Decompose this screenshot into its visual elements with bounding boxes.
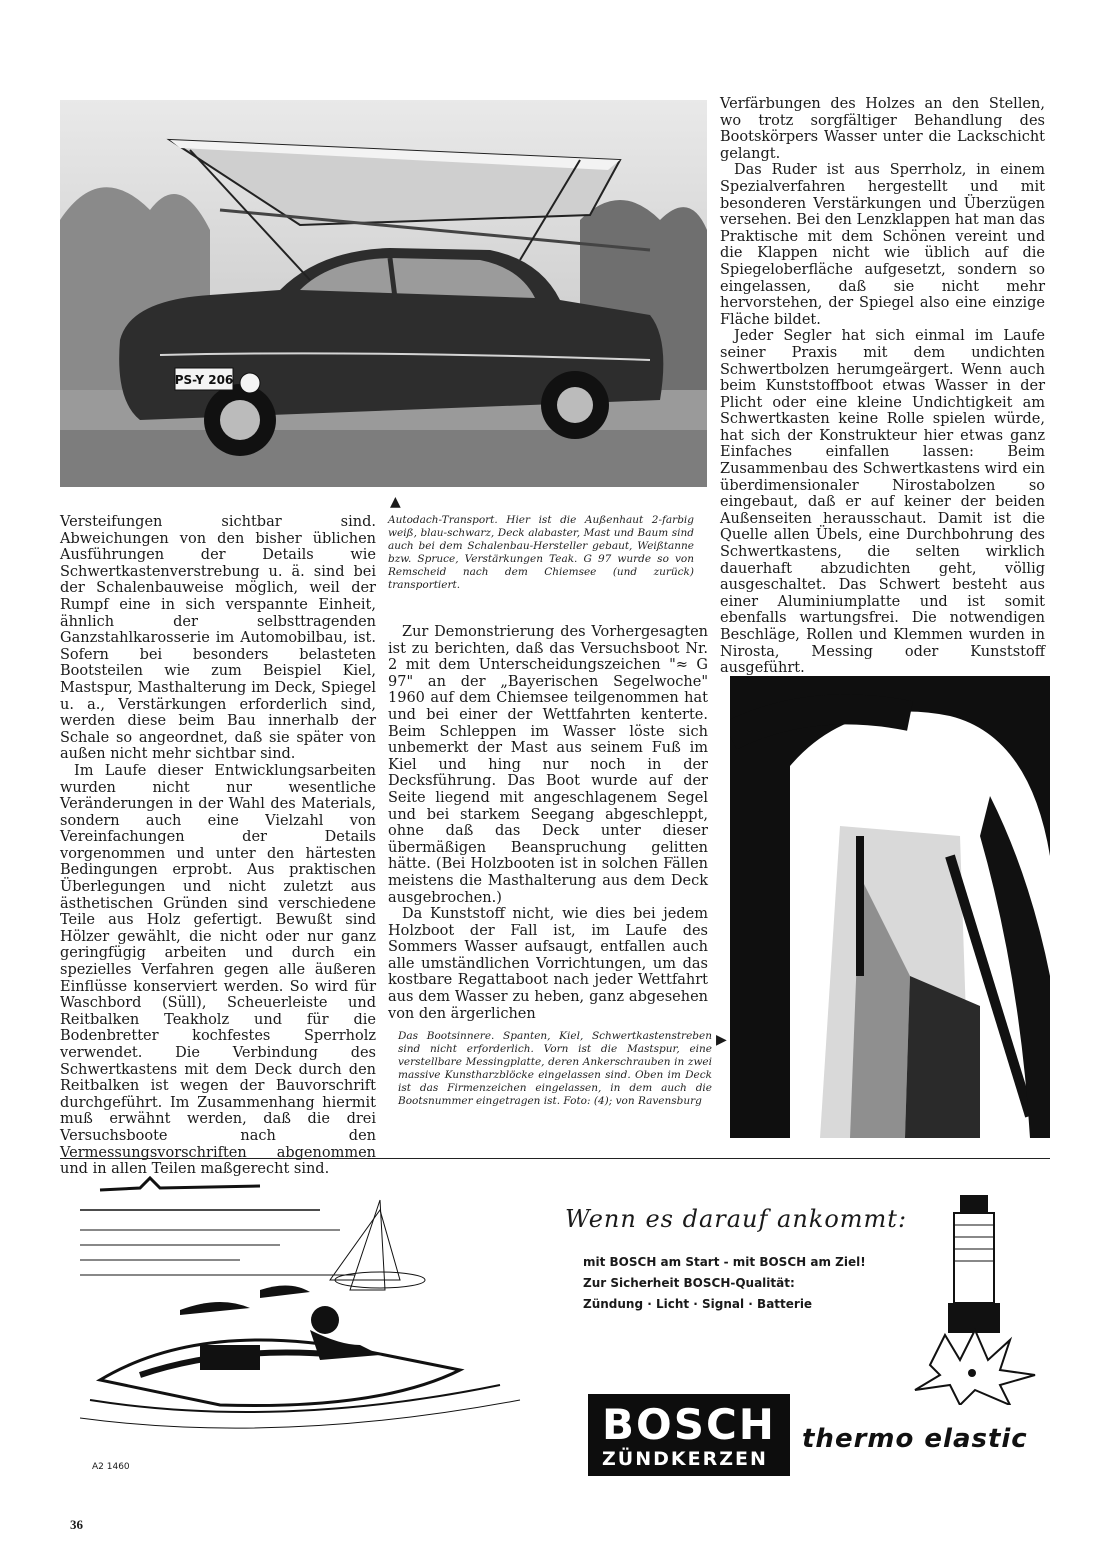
text-column-right <box>720 96 1045 677</box>
bosch-line-2: Zur Sicherheit BOSCH-Qualität: <box>583 1276 795 1290</box>
bosch-slogan: Wenn es darauf ankommt: <box>565 1205 908 1233</box>
car-boat-photo <box>60 100 707 487</box>
bosch-line-1: mit BOSCH am Start - mit BOSCH am Ziel! <box>583 1255 866 1269</box>
boat-interior-illustration <box>730 676 1050 1138</box>
text-column-left <box>60 514 376 1178</box>
spark-plug-illustration <box>850 1175 1050 1405</box>
license-plate-text: PS-Y 206 <box>174 373 234 387</box>
page-number: 36 <box>70 1517 83 1532</box>
bosch-logo: BOSCH <box>602 1400 776 1449</box>
photo-caption-top: Autodach-Transport. Hier ist die Außenhaut 2-farbig weiß, blau-schwarz, Deck alabaster, Mast und Baum sind auch bei dem Schalenbau-Hersteller gebaut, Weißtanne bzw. Spruce, Verstärkungen Teak. G 97 wurde so von Remscheid nach dem Chiemsee (und zurück) transportiert. <box>388 514 694 591</box>
text-column-middle <box>388 624 708 1022</box>
ad-divider-rule <box>60 1158 1050 1159</box>
bosch-line-3: Zündung · Licht · Signal · Batterie <box>583 1297 813 1311</box>
paragraph: Zur Demonstrierung des Vorhergesagten ist zu berichten, daß das Versuchsboot Nr. 2 mit dem Unterscheidungszeichen "≈ G 97" an der „Bayerischen Segelwoche" 1960 auf dem Chiemsee teilgenommen hat und bei einer der Wettfahrten kenterte. Beim Schleppen im Wasser löste sich unbemerkt der Mast aus seinem Fuß im Kiel und hing nur noch in der Decksführung. Das Boot wurde auf der Seite liegend mit angeschlagenem Segel und bei starkem Seegang abgeschleppt, ohne daß das Deck unter dieser übermäßigen Beanspruchung gelitten hätte. (Bei Holzbooten ist in solchen Fällen meistens die Masthalterung aus dem Deck ausgebrochen.) <box>388 624 708 906</box>
paragraph: Im Laufe dieser Entwicklungsarbeiten wurden nicht nur wesentliche Veränderungen in der Wahl des Materials, sondern auch eine Vielzahl von Vereinfachungen der Details vorgenommen und unter den härtesten Bedingungen erprobt. Aus praktischen Überlegungen und nicht zuletzt aus ästhetischen Gründen sind verschiedene Teile aus Holz gefertigt. Bewußt sind Hölzer gewählt, die nicht oder nur ganz geringfügig arbeiten und durch ein spezielles Verfahren gegen alle äußeren Einflüsse konserviert werden. So wird für Waschbord (Süll), Scheuerleiste und Reitbalken Teakholz und für die Bodenbretter kochfestes Sperrholz verwendet. Die Verbindung des Schwertkastens mit dem Deck durch den Reitbalken ist wegen der Bauvorschrift durchgeführt. Im Zusammenhang hiermit muß erwähnt werden, daß die drei Versuchsboote nach den Vermessungsvorschriften abgenommen und in allen Teilen maßgerecht sind. <box>60 762 376 1178</box>
paragraph: Da Kunststoff nicht, wie dies bei jedem Holzboot der Fall ist, im Laufe des Sommers Wasser aufsaugt, entfallen auch alle umständlichen Vorrichtungen, um das kostbare Regattaboot nach jeder Wettfahrt aus dem Wasser zu heben, ganz abgesehen von den ärgerlichen <box>388 906 708 1022</box>
paragraph: Jeder Segler hat sich einmal im Laufe seiner Praxis mit dem undichten Schwertbolzen herumgeärgert. Wenn auch beim Kunststoffboot etwas Wasser in der Plicht oder eine kleine Undichtigkeit am Schwertkasten keine Rolle spielen würde, hat sich der Konstrukteur hier etwas ganz Einfaches einfallen lassen: Beim Zusammenbau des Schwertkastens wird ein überdimensionaler Nirostabolzen so eingebaut, daß er auf keiner der beiden Außenseiten herausschaut. Damit ist die Quelle allen Übels, eine Durchbohrung des Schwertkastens, die selten wirklich dauerhaft abzudichten geht, völlig ausgeschaltet. Das Schwert besteht aus einer Aluminiumplatte und ist somit ebenfalls wartungsfrei. Die notwendigen Beschläge, Rollen und Klemmen wurden in Nirosta, Messing oder Kunststoff ausgeführt. <box>720 328 1045 677</box>
bosch-logo-box <box>588 1394 790 1476</box>
paragraph: Verfärbungen des Holzes an den Stellen, wo trotz sorgfältiger Behandlung des Bootskörpers Wasser unter die Lackschicht gelangt. <box>720 96 1045 162</box>
caption-arrow-right: ▶ <box>716 1032 727 1048</box>
paragraph: Das Ruder ist aus Sperrholz, in einem Spezialverfahren hergestellt und mit besonderen Verstärkungen und Überzügen versehen. Bei den Lenzklappen hat man das Praktische mit dem Schönen vereint und die Klappen nicht wie üblich auf die Spiegeloberfläche aufgesetzt, sondern so eingelassen, daß sie nicht mehr hervorstehen, der Spiegel also eine einzige Fläche bildet. <box>720 162 1045 328</box>
photo-caption-interior: Das Bootsinnere. Spanten, Kiel, Schwertkastenstreben sind nicht erforderlich. Vorn ist die Mastspur, eine verstellbare Messingplatte, deren Ankerschrauben in zwei massive Kunstharzblöcke eingelassen sind. Oben im Deck ist das Firmenzeichen eingelassen, in dem auch die Bootsnummer eingetragen ist. Foto: (4); von Ravensburg <box>398 1030 712 1107</box>
bosch-logo-sub: ZÜNDKERZEN <box>602 1448 768 1470</box>
boat-interior-photo <box>730 676 1050 1138</box>
car-boat-illustration <box>60 100 707 487</box>
paragraph: Versteifungen sichtbar sind. Abweichungen von den bisher üblichen Ausführungen der Details wie Schwertkastenverstrebung u. ä. sind bei der Schalenbauweise möglich, weil der Rumpf eine in sich verspannte Einheit, ähnlich der selbsttragenden Ganzstahlkarosserie im Automobilbau, ist. Sofern bei besonders belasteten Bootsteilen wie zum Beispiel Kiel, Mastspur, Masthalterung im Deck, Spiegel u. a., Verstärkungen erforderlich sind, werden diese beim Bau innerhalb der Schale so angeordnet, daß sie später von außen nicht mehr sichtbar sind. <box>60 514 376 763</box>
ad-code: A2 1460 <box>92 1462 130 1472</box>
caption-arrow-up: ▲ <box>390 494 401 510</box>
speedboat-illustration <box>80 1170 550 1440</box>
thermo-elastic-logo: thermo elastic <box>802 1424 1028 1454</box>
